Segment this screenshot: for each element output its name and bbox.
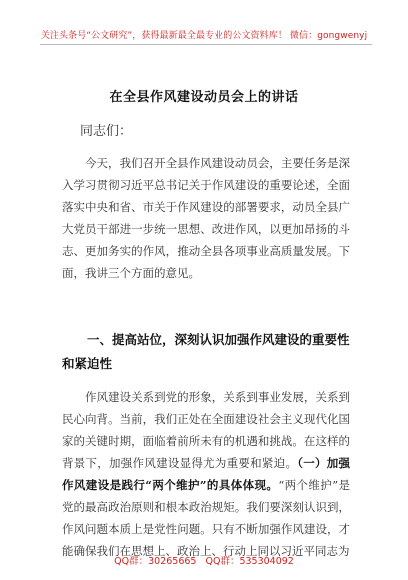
salutation: 同志们： (80, 124, 133, 139)
paragraph-section1-text-a: 作风建设关系到党的形象，关系到事业发展，关系到民心向背。当前，我们正处在全面建设社会主义现代化国家的关键时期，面临着前所未有的机遇和挑战。在这样的背景下，加强作风建设显得尤为重要和紧迫。 (62, 390, 350, 470)
footer-contact: QQ群：30265665 QQ群：535304092 (114, 556, 294, 567)
paragraph-intro: 今天，我们召开全县作风建设动员会，主要任务是深入学习贯彻习近平总书记关于作风建设的重要论述，全面落实中央和省、市关于作风建设的部署要求，动员全县广大党员干部进一步统一思想、改进作风，以更加昂扬的斗志、更加务实的作风，推动全县各项事业高质量发展。下面，我讲三个方面的意见。 (62, 156, 350, 280)
header-banner: 关注头条号“公文研究”，获得最新最全最专业的公文资料库！ 微信：gongwenyj (40, 31, 368, 41)
section-heading-1: 一、提高站位，深刻认识加强作风建设的重要性和紧迫性 (62, 332, 350, 371)
paragraph-section1-text-b: “两个维护”是党的最高政治原则和根本政治规矩。我们要深刻认识到，作风问题本质上是党性问题。只有不断加强作风建设，才能确保我们在思想上、政治上、行动上同以习近平同志为 (62, 478, 350, 558)
document-title: 在全县作风建设动员会上的讲话 (109, 90, 299, 105)
subsection-heading-1: （一）加强作风建设是践行“两个维护”的具体体现。 (62, 456, 351, 492)
paragraph-section1 (62, 386, 350, 562)
header-divider (40, 44, 372, 45)
